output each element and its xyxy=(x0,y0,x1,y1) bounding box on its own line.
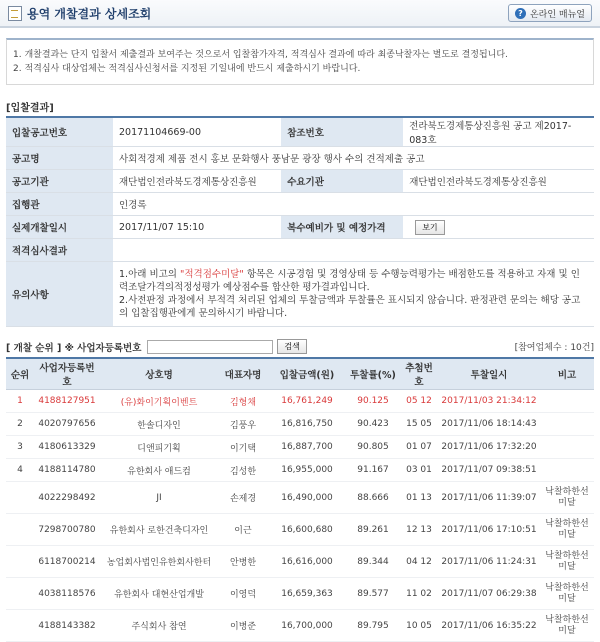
date-cell: 2017/11/06 18:14:43 xyxy=(438,413,540,436)
biz-no-cell: 7298700780 xyxy=(34,514,100,546)
rate-cell: 88.666 xyxy=(346,482,400,514)
notice-box xyxy=(6,38,594,85)
amount-cell: 16,955,000 xyxy=(268,459,346,482)
rep-cell: 김형채 xyxy=(218,390,268,413)
company-cell: 유한회사 대현산업개발 xyxy=(100,578,218,610)
biz-no-cell: 4180613329 xyxy=(34,436,100,459)
view-price-button[interactable]: 보기 xyxy=(415,220,444,235)
amount-cell: 16,659,363 xyxy=(268,578,346,610)
rank-cell xyxy=(6,578,34,610)
company-cell: 한솔디자인 xyxy=(100,413,218,436)
note-cell: 낙찰하한선미달 xyxy=(540,578,594,610)
table-row xyxy=(6,459,594,482)
rep-cell: 이기택 xyxy=(218,436,268,459)
qualification-label: 적격심사결과 xyxy=(6,239,113,262)
company-cell: 유한회사 애드컴 xyxy=(100,459,218,482)
company-cell: 유한회사 로한건축디자인 xyxy=(100,514,218,546)
table-row xyxy=(6,546,594,578)
lot-cell: 15 05 xyxy=(400,413,438,436)
rate-cell: 89.577 xyxy=(346,578,400,610)
rep-cell: 김성한 xyxy=(218,459,268,482)
rank-cell xyxy=(6,546,34,578)
rank-cell: 2 xyxy=(6,413,34,436)
rank-cell xyxy=(6,610,34,642)
rate-cell: 89.344 xyxy=(346,546,400,578)
rate-cell: 90.805 xyxy=(346,436,400,459)
document-icon xyxy=(8,6,22,21)
amount-cell: 16,616,000 xyxy=(268,546,346,578)
lot-cell: 01 07 xyxy=(400,436,438,459)
biz-no-cell: 4188143382 xyxy=(34,610,100,642)
notice-line-1: 1. 개찰결과는 단지 입찰서 제출결과 보여주는 것으로서 입찰참가자격, 적격심사 결과에 따라 최종낙찰자는 별도로 결정됩니다. xyxy=(13,50,508,60)
amount-cell: 16,887,700 xyxy=(268,436,346,459)
rep-cell: 손제경 xyxy=(218,482,268,514)
note-cell xyxy=(540,390,594,413)
search-button[interactable]: 검색 xyxy=(277,339,306,354)
rank-cell: 3 xyxy=(6,436,34,459)
open-date-value: 2017/11/07 15:10 xyxy=(113,216,281,239)
online-manual-label: 온라인 매뉴얼 xyxy=(529,9,585,20)
lot-cell: 04 12 xyxy=(400,546,438,578)
rank-cell: 1 xyxy=(6,390,34,413)
header-lot: 추첨번호 xyxy=(400,359,438,390)
biz-no-cell: 4188127951 xyxy=(34,390,100,413)
rate-cell: 89.261 xyxy=(346,514,400,546)
header-rate: 투찰률(%) xyxy=(346,359,400,390)
rate-cell: 90.125 xyxy=(346,390,400,413)
header-note: 비고 xyxy=(540,359,594,390)
remarks-value xyxy=(113,262,594,327)
date-cell: 2017/11/06 17:32:20 xyxy=(438,436,540,459)
bid-no-value: 20171104669-00 xyxy=(113,118,281,147)
result-section-title: [입찰결과] xyxy=(6,99,594,118)
date-cell: 2017/11/03 21:34:12 xyxy=(438,390,540,413)
amount-cell: 16,490,000 xyxy=(268,482,346,514)
rep-cell: 이영덕 xyxy=(218,578,268,610)
rank-cell xyxy=(6,482,34,514)
amount-cell: 16,600,680 xyxy=(268,514,346,546)
note-cell xyxy=(540,436,594,459)
company-cell: 주식회사 참연 xyxy=(100,610,218,642)
company-cell: (유)화이기획이벤트 xyxy=(100,390,218,413)
header-rank: 순위 xyxy=(6,359,34,390)
demand-agency-label: 수요기관 xyxy=(281,170,403,193)
bid-info-table xyxy=(6,118,594,327)
header-date: 투찰일시 xyxy=(438,359,540,390)
officer-label: 집행관 xyxy=(6,193,113,216)
remarks-prefix: 1.아래 비고의 xyxy=(119,269,180,280)
date-cell: 2017/11/07 09:38:51 xyxy=(438,459,540,482)
date-cell: 2017/11/06 11:24:31 xyxy=(438,546,540,578)
lot-cell: 03 01 xyxy=(400,459,438,482)
lot-cell: 01 13 xyxy=(400,482,438,514)
date-cell: 2017/11/06 16:35:22 xyxy=(438,610,540,642)
table-header-row xyxy=(6,359,594,390)
agency-value: 재단법인전라북도경제통상진흥원 xyxy=(113,170,281,193)
rep-cell: 김풍우 xyxy=(218,413,268,436)
rate-cell: 89.795 xyxy=(346,610,400,642)
remarks-line-2: 2.사전판정 과정에서 부적격 처리된 업체의 투찰금액과 투찰률은 표시되지 않습니다. 판정관련 문의는 해당 공고의 입찰집행관에게 문의하시기 바랍니다. xyxy=(119,295,581,319)
amount-cell: 16,700,000 xyxy=(268,610,346,642)
opening-result-table xyxy=(6,359,594,642)
lot-cell: 12 13 xyxy=(400,514,438,546)
lot-cell: 10 05 xyxy=(400,610,438,642)
officer-value: 인경록 xyxy=(113,193,594,216)
demand-agency-value: 재단법인전라북도경제통상진흥원 xyxy=(403,170,594,193)
lot-cell: 11 02 xyxy=(400,578,438,610)
agency-label: 공고기관 xyxy=(6,170,113,193)
biz-number-search-input[interactable] xyxy=(147,340,273,354)
price-cell xyxy=(403,216,594,239)
table-row xyxy=(6,413,594,436)
biz-no-cell: 4188114780 xyxy=(34,459,100,482)
company-cell: 농업회사법인유한회사한터 xyxy=(100,546,218,578)
date-cell: 2017/11/06 11:39:07 xyxy=(438,482,540,514)
company-cell: JI xyxy=(100,482,218,514)
note-cell: 낙찰하한선미달 xyxy=(540,514,594,546)
header-rep: 대표자명 xyxy=(218,359,268,390)
remarks-label: 유의사항 xyxy=(6,262,113,327)
header-amount: 입찰금액(원) xyxy=(268,359,346,390)
notice-line-2: 2. 적격심사 대상업체는 적격심사신청서를 지정된 기일내에 반드시 제출하시기 바랍니다. xyxy=(13,64,361,74)
table-row xyxy=(6,436,594,459)
page-title xyxy=(8,5,151,22)
rep-cell: 이병준 xyxy=(218,610,268,642)
open-date-label: 실제개찰일시 xyxy=(6,216,113,239)
rank-search-label: [ 개찰 순위 ] ※ 사업자등록번호 xyxy=(6,342,142,354)
rep-cell: 이근 xyxy=(218,514,268,546)
notice-name-value: 사회적경제 제품 전시 홍보 문화행사 풍남문 광장 행사 수의 견적제출 공고 xyxy=(113,147,594,170)
table-row xyxy=(6,390,594,413)
rate-cell: 90.423 xyxy=(346,413,400,436)
qualification-value xyxy=(113,239,594,262)
note-cell: 낙찰하한선미달 xyxy=(540,482,594,514)
amount-cell: 16,761,249 xyxy=(268,390,346,413)
biz-no-cell: 4020797656 xyxy=(34,413,100,436)
note-cell xyxy=(540,459,594,482)
rank-cell: 4 xyxy=(6,459,34,482)
note-cell: 낙찰하한선미달 xyxy=(540,610,594,642)
price-label: 복수예비가 및 예정가격 xyxy=(281,216,403,239)
header-biz-no: 사업자등록번호 xyxy=(34,359,100,390)
date-cell: 2017/11/07 06:29:38 xyxy=(438,578,540,610)
remarks-body: 항목은 시공경험 및 경영상태 등 수행능력평가는 배점한도를 적용하고 자재 및 인력조달가격의적정성평가 예상점수를 합산한 평가결과입니다. xyxy=(119,269,580,293)
rep-cell: 안병한 xyxy=(218,546,268,578)
lot-cell: 05 12 xyxy=(400,390,438,413)
notice-name-label: 공고명 xyxy=(6,147,113,170)
table-row xyxy=(6,578,594,610)
table-row xyxy=(6,514,594,546)
rank-search-bar xyxy=(6,339,594,359)
rate-cell: 91.167 xyxy=(346,459,400,482)
title-bar xyxy=(0,0,600,28)
ref-no-label: 참조번호 xyxy=(281,118,403,147)
company-cell: 디앤피기획 xyxy=(100,436,218,459)
table-row xyxy=(6,610,594,642)
date-cell: 2017/11/06 17:10:51 xyxy=(438,514,540,546)
ref-no-value: 전라북도경제통상진흥원 공고 제2017-083호 xyxy=(403,118,594,147)
biz-no-cell: 6118700214 xyxy=(34,546,100,578)
rank-cell xyxy=(6,514,34,546)
remarks-highlight: "적격점수미달" xyxy=(180,269,244,280)
amount-cell: 16,816,750 xyxy=(268,413,346,436)
biz-no-cell: 4038118576 xyxy=(34,578,100,610)
page-title-text: 용역 개찰결과 상세조회 xyxy=(27,6,152,21)
help-icon: ? xyxy=(515,8,526,19)
participant-count: [참여업체수 : 10건] xyxy=(514,343,594,353)
biz-no-cell: 4022298492 xyxy=(34,482,100,514)
bid-no-label: 입찰공고번호 xyxy=(6,118,113,147)
table-row xyxy=(6,482,594,514)
note-cell xyxy=(540,413,594,436)
online-manual-button[interactable] xyxy=(508,4,592,22)
note-cell: 낙찰하한선미달 xyxy=(540,546,594,578)
header-company: 상호명 xyxy=(100,359,218,390)
